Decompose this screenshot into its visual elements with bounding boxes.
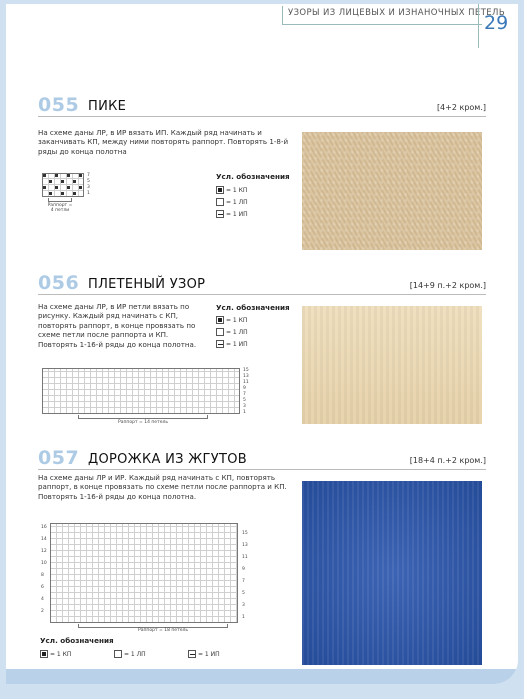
running-head: УЗОРЫ ИЗ ЛИЦЕВЫХ И ИЗНАНОЧНЫХ ПЕТЕЛЬ bbox=[288, 8, 506, 18]
row-number: 15 bbox=[242, 531, 248, 536]
row-number: 1 bbox=[243, 410, 246, 415]
pattern-repeat: [14+9 п.+2 кром.] bbox=[409, 281, 486, 290]
row-number: 4 bbox=[41, 597, 44, 602]
dot-square-icon bbox=[40, 650, 48, 658]
row-number: 3 bbox=[87, 185, 90, 190]
repeat-bracket bbox=[78, 415, 208, 419]
page-number: 29 bbox=[484, 12, 509, 34]
pattern-description: На схеме даны ЛР, в ИР вязать ИП. Каждый ряд начинать и заканчивать КП, между ними повторять раппорт. Повторять 1-8-й ряды до конца полотна bbox=[38, 128, 289, 156]
section-rule bbox=[38, 469, 486, 470]
pattern-repeat: [18+4 п.+2 кром.] bbox=[409, 456, 486, 465]
legend-item-kp: = 1 КП bbox=[216, 186, 247, 194]
dash-square-icon bbox=[188, 650, 196, 658]
legend-title: Усл. обозначения bbox=[40, 636, 114, 645]
pattern-section-056 bbox=[38, 272, 486, 432]
knitting-chart bbox=[42, 368, 240, 414]
knit-sample-photo bbox=[302, 132, 482, 250]
pattern-title: ПЛЕТЕНЫЙ УЗОР bbox=[88, 277, 206, 292]
row-number: 12 bbox=[41, 549, 47, 554]
row-number: 8 bbox=[41, 573, 44, 578]
repeat-bracket bbox=[48, 198, 72, 202]
row-number: 14 bbox=[41, 537, 47, 542]
legend-item-ip: = 1 ИП bbox=[216, 210, 248, 218]
pattern-description: На схеме даны ЛР, в ИР петли вязать по рисунку. Каждый ряд начинать с КП, повторять раппорт, в конце провязать по схеме петли после раппорта и КП. Повторять 1-16-й ряды до конца полотна. bbox=[38, 302, 197, 349]
section-rule bbox=[38, 294, 486, 295]
row-number: 16 bbox=[41, 525, 47, 530]
pattern-repeat: [4+2 кром.] bbox=[436, 103, 486, 112]
row-number: 5 bbox=[242, 591, 245, 596]
row-number: 11 bbox=[242, 555, 248, 560]
legend-item-lp: = 1 ЛП bbox=[114, 650, 146, 658]
row-number: 9 bbox=[242, 567, 245, 572]
dash-square-icon bbox=[216, 340, 224, 348]
row-number: 7 bbox=[243, 392, 246, 397]
pattern-number: 056 bbox=[38, 272, 80, 294]
pattern-description: На схеме даны ЛР и ИР. Каждый ряд начинать с КП, повторять раппорт, в конце провязать по схеме петли после раппорта и КП. Повторять 1-16-й ряды до конца полотна. bbox=[38, 473, 287, 501]
empty-square-icon bbox=[216, 328, 224, 336]
row-number: 7 bbox=[242, 579, 245, 584]
row-number: 3 bbox=[242, 603, 245, 608]
row-number: 5 bbox=[243, 398, 246, 403]
row-number: 7 bbox=[87, 173, 90, 178]
empty-square-icon bbox=[216, 198, 224, 206]
legend-item-lp: = 1 ЛП bbox=[216, 328, 248, 336]
pattern-section-055 bbox=[38, 94, 486, 254]
repeat-label: Раппорт = 4 петли bbox=[47, 203, 73, 213]
empty-square-icon bbox=[114, 650, 122, 658]
knitting-chart bbox=[50, 523, 238, 623]
book-page bbox=[6, 4, 518, 684]
header-rule bbox=[282, 24, 482, 25]
row-number: 6 bbox=[41, 585, 44, 590]
repeat-label: Раппорт = 18 петель bbox=[137, 628, 188, 633]
repeat-label: Раппорт = 14 петель bbox=[117, 420, 168, 425]
header-rule bbox=[282, 6, 283, 25]
row-number: 3 bbox=[243, 404, 246, 409]
legend-item-kp: = 1 КП bbox=[216, 316, 247, 324]
pattern-title: ПИКЕ bbox=[88, 99, 127, 114]
section-rule bbox=[38, 116, 486, 117]
page-fold bbox=[6, 669, 518, 684]
pattern-title: ДОРОЖКА ИЗ ЖГУТОВ bbox=[88, 452, 247, 467]
row-number: 13 bbox=[242, 543, 248, 548]
row-number: 2 bbox=[41, 609, 44, 614]
pattern-number: 055 bbox=[38, 94, 80, 116]
legend-title: Усл. обозначения bbox=[216, 303, 290, 312]
legend-item-ip: = 1 ИП bbox=[188, 650, 220, 658]
dot-square-icon bbox=[216, 186, 224, 194]
dash-square-icon bbox=[216, 210, 224, 218]
row-number: 9 bbox=[243, 386, 246, 391]
legend-title: Усл. обозначения bbox=[216, 172, 290, 181]
chart-cells bbox=[42, 173, 84, 197]
row-number: 1 bbox=[242, 615, 245, 620]
dot-square-icon bbox=[216, 316, 224, 324]
pattern-number: 057 bbox=[38, 447, 80, 469]
knit-sample-photo bbox=[302, 306, 482, 424]
legend-item-ip: = 1 ИП bbox=[216, 340, 248, 348]
knit-sample-photo bbox=[302, 481, 482, 665]
pattern-section-057 bbox=[38, 447, 486, 684]
row-number: 10 bbox=[41, 561, 47, 566]
row-number: 11 bbox=[243, 380, 249, 385]
row-number: 5 bbox=[87, 179, 90, 184]
row-number: 1 bbox=[87, 191, 90, 196]
row-number: 13 bbox=[243, 374, 249, 379]
legend-item-lp: = 1 ЛП bbox=[216, 198, 248, 206]
legend-item-kp: = 1 КП bbox=[40, 650, 71, 658]
row-number: 15 bbox=[243, 368, 249, 373]
